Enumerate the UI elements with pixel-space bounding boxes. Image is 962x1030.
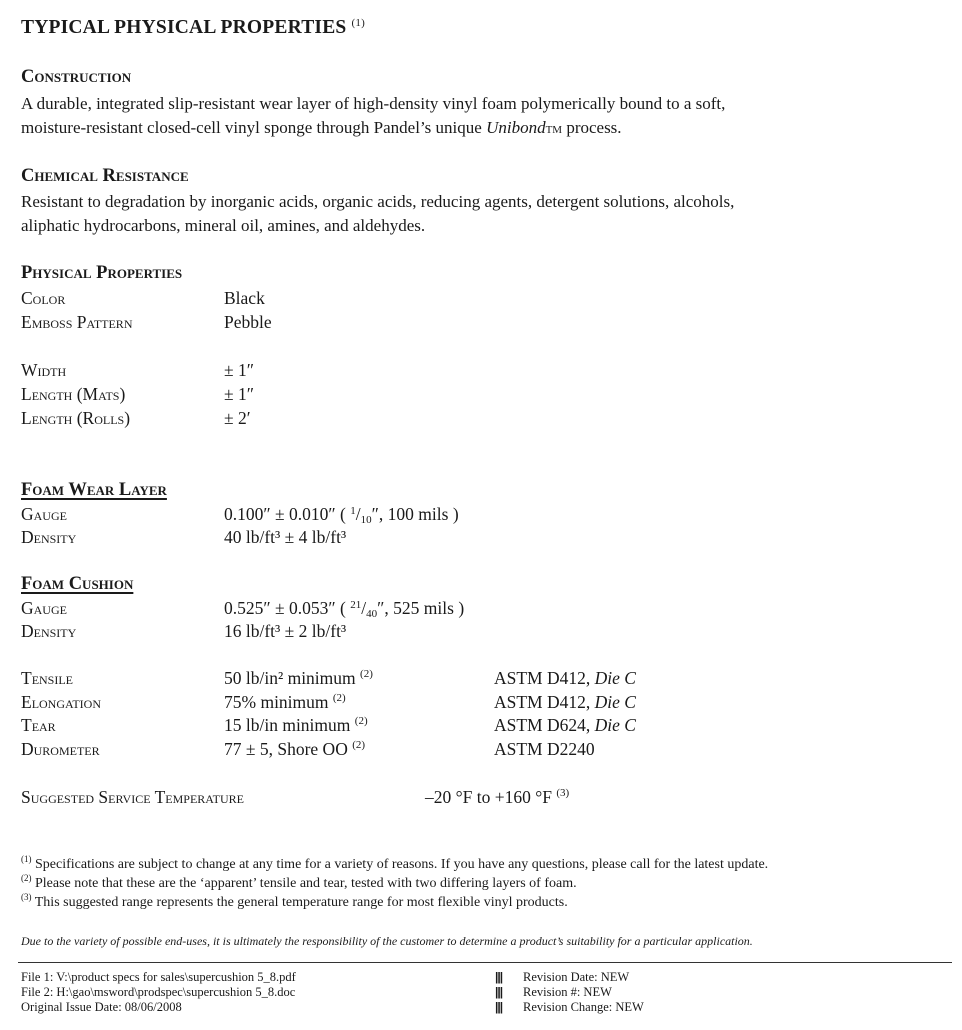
durometer-value: 77 ± 5, Shore OO $^{(2)}$ — [224, 739, 366, 759]
footer-file-2: File 2: H:\gao\msword\prodspec\supercushion 5_8.doc — [21, 985, 296, 999]
length-mats-value: ± 1″ — [224, 384, 255, 404]
footer-revision-change: Revision Change: NEW — [523, 1000, 644, 1014]
construction-text-line-2: moisture-resistant closed-cell vinyl sponge through Pandel’s unique UnibondTM process. — [21, 118, 622, 137]
footer-separator-2: ||| — [495, 985, 503, 999]
cushion-gauge-value: 0.525″ ± 0.053″ ( $^{21}/_{40}''$, 525 mils ) — [224, 598, 465, 620]
footnote-2: $^{(2)}$ Please note that these are the ‘apparent’ tensile and tear, tested with two differing layers of foam. — [21, 873, 577, 891]
length-mats-label: Length (Mats) — [21, 384, 126, 404]
title-footnote-mark: (1) — [351, 17, 365, 29]
chemical-resistance-heading: Chemical Resistance — [21, 166, 189, 186]
footer-separator-1: ||| — [495, 970, 503, 984]
width-value: ± 1″ — [224, 360, 255, 380]
tensile-value: 50 lb/in² minimum $^{(2)}$ — [224, 668, 373, 688]
emboss-pattern-value: Pebble — [224, 312, 272, 332]
cushion-density-value: 16 lb/ft³ ± 2 lb/ft³ — [224, 621, 347, 641]
footer-issue-date: Original Issue Date: 08/06/2008 — [21, 1000, 182, 1014]
wear-gauge-value: 0.100″ ± 0.010″ ( $^1/_{10}''$, 100 mils ) — [224, 504, 459, 526]
footnote-3: $^{(3)}$ This suggested range represents the general temperature range for most flexible vinyl products. — [21, 892, 568, 910]
wear-density-value: 40 lb/ft³ ± 4 lb/ft³ — [224, 527, 347, 547]
tensile-standard: ASTM D412, Die C — [494, 668, 636, 688]
tear-standard: ASTM D624, Die C — [494, 715, 636, 735]
durometer-label: Durometer — [21, 739, 100, 759]
chemical-text-line-1: Resistant to degradation by inorganic acids, organic acids, reducing agents, detergent solutions, alcohols, — [21, 192, 735, 211]
footer-divider — [18, 962, 952, 963]
width-label: Width — [21, 360, 67, 380]
emboss-pattern-label: Emboss Pattern — [21, 312, 133, 332]
cushion-density-label: Density — [21, 621, 77, 641]
color-value: Black — [224, 288, 265, 308]
durometer-standard: ASTM D2240 — [494, 739, 595, 759]
footer-separator-3: ||| — [495, 1000, 503, 1014]
length-rolls-value: ± 2′ — [224, 408, 251, 428]
tear-value: 15 lb/in minimum $^{(2)}$ — [224, 715, 368, 735]
tear-label: Tear — [21, 715, 56, 735]
physical-properties-heading: Physical Properties — [21, 263, 183, 283]
foam-cushion-heading: Foam Cushion — [21, 574, 134, 594]
color-label: Color — [21, 288, 66, 308]
page-title: TYPICAL PHYSICAL PROPERTIES $^{(1)}$ — [21, 17, 365, 38]
wear-gauge-label: Gauge — [21, 504, 67, 524]
footer-revision-number: Revision #: NEW — [523, 985, 612, 999]
construction-heading: Construction — [21, 67, 132, 87]
footer-file-1: File 1: V:\product specs for sales\supercushion 5_8.pdf — [21, 970, 296, 984]
chemical-text-line-2: aliphatic hydrocarbons, mineral oil, amines, and aldehydes. — [21, 216, 426, 235]
elongation-standard: ASTM D412, Die C — [494, 692, 636, 712]
tensile-label: Tensile — [21, 668, 74, 688]
elongation-value: 75% minimum $^{(2)}$ — [224, 692, 346, 712]
cushion-gauge-label: Gauge — [21, 598, 67, 618]
service-temperature-label: Suggested Service Temperature — [21, 787, 244, 807]
construction-text-line-1: A durable, integrated slip-resistant wear layer of high-density vinyl foam polymerically bound to a soft, — [21, 94, 726, 113]
elongation-label: Elongation — [21, 692, 102, 712]
disclaimer: Due to the variety of possible end-uses, it is ultimately the responsibility of the customer to determine a product’s suitability for a particular application. — [21, 934, 753, 948]
footer-revision-date: Revision Date: NEW — [523, 970, 630, 984]
foam-wear-layer-heading: Foam Wear Layer — [21, 480, 167, 500]
length-rolls-label: Length (Rolls) — [21, 408, 131, 428]
footnote-1: $^{(1)}$ Specifications are subject to change at any time for a variety of reasons. If you have any questions, please call for the latest update. — [21, 854, 769, 872]
service-temperature-value: –20 °F to +160 °F $^{(3)}$ — [425, 787, 570, 807]
wear-density-label: Density — [21, 527, 77, 547]
